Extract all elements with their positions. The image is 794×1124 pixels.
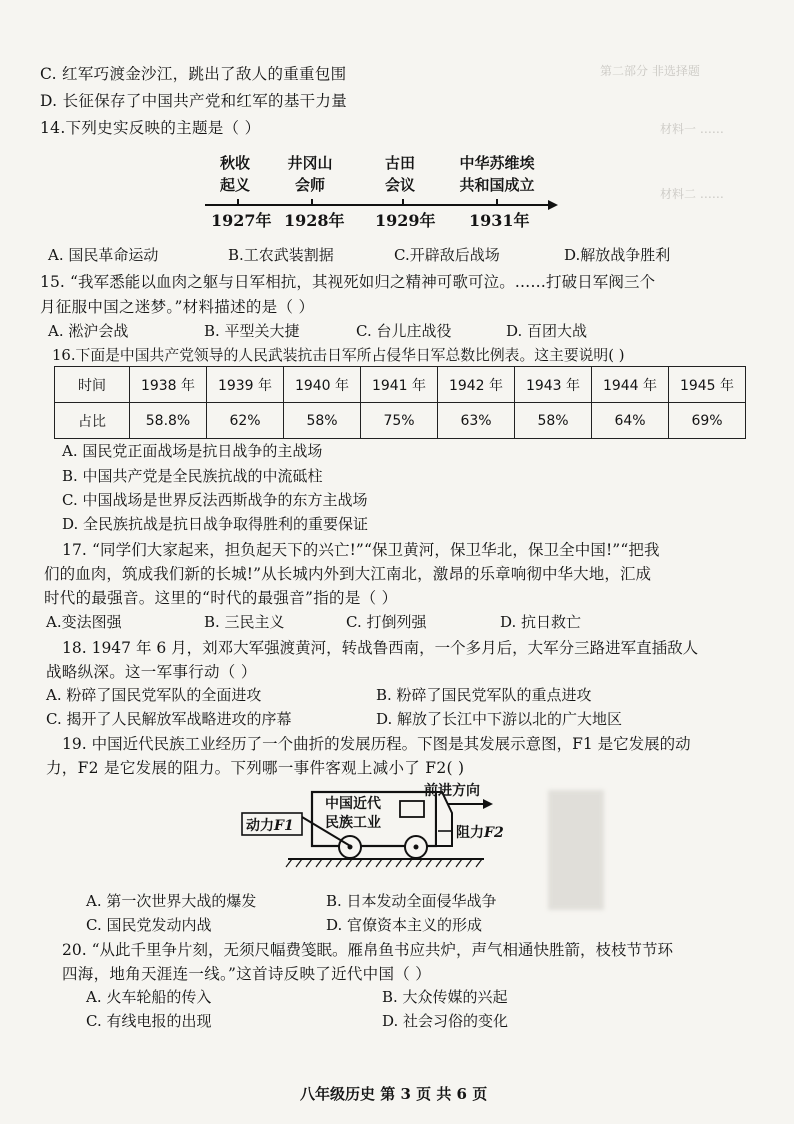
- q17-option-b: B. 三民主义: [204, 613, 285, 631]
- table-cell: 58%: [284, 403, 361, 439]
- q18-option-d: D. 解放了长江中下游以北的广大地区: [376, 710, 623, 728]
- q14-option-d: D.解放战争胜利: [564, 246, 671, 264]
- table-cell: 64%: [592, 403, 669, 439]
- q18-stem: 18. 1947 年 6 月，刘邓大军强渡黄河，转战鲁西南，一个多月后，大军分三路进军直插敌人: [62, 639, 699, 657]
- q17-stem: 们的血肉，筑成我们新的长城!”从长城内外到大江南北，激昂的乐章响彻中华大地，汇成: [44, 565, 652, 583]
- q20-option-b: B. 大众传媒的兴起: [382, 988, 508, 1006]
- table-cell: 1944 年: [592, 367, 669, 403]
- q18-stem: 战略纵深。这一军事行动（ ）: [46, 663, 257, 681]
- q14-option-b: B.工农武装割据: [228, 246, 334, 264]
- q20-option-a: A. 火车轮船的传入: [86, 988, 212, 1006]
- forward-direction-label: 前进方向: [424, 783, 480, 799]
- q19-option-c: C. 国民党发动内战: [86, 916, 212, 934]
- q17-option-a: A.变法图强: [46, 613, 122, 631]
- timeline-year: 1929年: [375, 211, 436, 230]
- table-cell: 占比: [55, 403, 130, 439]
- q13-option-d: D. 长征保存了中国共产党和红军的基干力量: [40, 92, 348, 110]
- q14-stem: 14.下列史实反映的主题是（ ）: [40, 119, 261, 137]
- q15-stem: 15. “我军悉能以血肉之躯与日军相抗，其视死如归之精神可歌可泣。……打破日军阀三个: [40, 273, 656, 291]
- q16-option-b: B. 中国共产党是全民族抗战的中流砥柱: [62, 467, 323, 485]
- table-cell: 时间: [55, 367, 130, 403]
- q15-option-c: C. 台儿庄战役: [356, 322, 452, 340]
- bleed-through-text: 材料二 ……: [660, 187, 724, 201]
- timeline-event-label: 秋收 起义: [219, 154, 250, 194]
- q16-option-c: C. 中国战场是世界反法西斯战争的东方主战场: [62, 491, 368, 509]
- q16-option-d: D. 全民族抗战是抗日战争取得胜利的重要保证: [62, 515, 369, 533]
- timeline-event-label: 中华苏维埃 共和国成立: [459, 154, 535, 194]
- table-row: [55, 367, 746, 403]
- timeline-year: 1928年: [284, 211, 345, 230]
- truck-label: 中国近代 民族工业: [325, 796, 381, 831]
- q13-option-c: C. 红军巧渡金沙江，跳出了敌人的重重包围: [40, 65, 347, 83]
- q17-option-c: C. 打倒列强: [346, 613, 427, 631]
- timeline-event-label: 井冈山 会师: [287, 154, 333, 194]
- q14-option-c: C.开辟敌后战场: [394, 246, 500, 264]
- table-cell: 1938 年: [130, 367, 207, 403]
- q18-option-a: A. 粉碎了国民党军队的全面进攻: [46, 686, 262, 704]
- timeline-year: 1931年: [469, 211, 530, 230]
- q19-option-b: B. 日本发动全面侵华战争: [326, 892, 497, 910]
- table-cell: 1940 年: [284, 367, 361, 403]
- table-cell: 1939 年: [207, 367, 284, 403]
- q15-option-a: A. 淞沪会战: [48, 322, 129, 340]
- truck-diagram: [0, 775, 794, 885]
- table-cell: 1941 年: [361, 367, 438, 403]
- q17-stem: 17. “同学们大家起来，担负起天下的兴亡!”“保卫黄河，保卫华北，保卫全中国!”“把我: [62, 541, 660, 559]
- q18-option-b: B. 粉碎了国民党军队的重点进攻: [376, 686, 592, 704]
- table-cell: 75%: [361, 403, 438, 439]
- q16-stem: 16.下面是中国共产党领导的人民武装抗击日军所占侵华日军总数比例表。这主要说明( ): [52, 347, 625, 364]
- table-cell: 69%: [669, 403, 746, 439]
- table-cell: 63%: [438, 403, 515, 439]
- q20-option-d: D. 社会习俗的变化: [382, 1012, 509, 1030]
- driving-force-label: 动力F1: [246, 818, 294, 834]
- table-row: [55, 403, 746, 439]
- table-cell: 1945 年: [669, 367, 746, 403]
- q19-stem: 力，F2 是它发展的阻力。下列哪一事件客观上减小了 F2( ): [46, 759, 465, 777]
- timeline-event-label: 古田 会议: [384, 154, 415, 194]
- timeline-year: 1927年: [211, 211, 272, 230]
- q20-stem: 四海，地角天涯连一线。”这首诗反映了近代中国（ ）: [62, 965, 432, 983]
- q19-option-d: D. 官僚资本主义的形成: [326, 916, 483, 934]
- table-cell: 1943 年: [515, 367, 592, 403]
- bleed-through-text: 第二部分 非选择题: [600, 64, 700, 78]
- q16-option-a: A. 国民党正面战场是抗日战争的主战场: [62, 442, 323, 460]
- q15-option-b: B. 平型关大捷: [204, 322, 300, 340]
- q17-stem: 时代的最强音。这里的“时代的最强音”指的是（ ）: [44, 589, 398, 607]
- q15-option-d: D. 百团大战: [506, 322, 588, 340]
- q15-stem: 月征服中国之迷梦。”材料描述的是（ ）: [40, 298, 315, 316]
- q18-option-c: C. 揭开了人民解放军战略进攻的序幕: [46, 710, 292, 728]
- q20-stem: 20. “从此千里争片刻，无须尺幅费笺眠。雁帛鱼书应共炉，声气相通快胜箭，枝枝节节环: [62, 941, 674, 959]
- q17-option-d: D. 抗日救亡: [500, 613, 582, 631]
- q14-option-a: A. 国民革命运动: [48, 246, 159, 264]
- resistance-force-label: 阻力F2: [456, 825, 504, 841]
- q19-option-a: A. 第一次世界大战的爆发: [86, 892, 257, 910]
- table-cell: 1942 年: [438, 367, 515, 403]
- q16-ratio-table: [54, 366, 746, 439]
- page-footer: 八年级历史 第 3 页 共 6 页: [300, 1085, 488, 1103]
- table-cell: 58.8%: [130, 403, 207, 439]
- bleed-through-text: 材料一 ……: [660, 122, 724, 136]
- table-cell: 62%: [207, 403, 284, 439]
- q19-stem: 19. 中国近代民族工业经历了一个曲折的发展历程。下图是其发展示意图，F1 是它发展的动: [62, 735, 691, 753]
- q20-option-c: C. 有线电报的出现: [86, 1012, 212, 1030]
- table-cell: 58%: [515, 403, 592, 439]
